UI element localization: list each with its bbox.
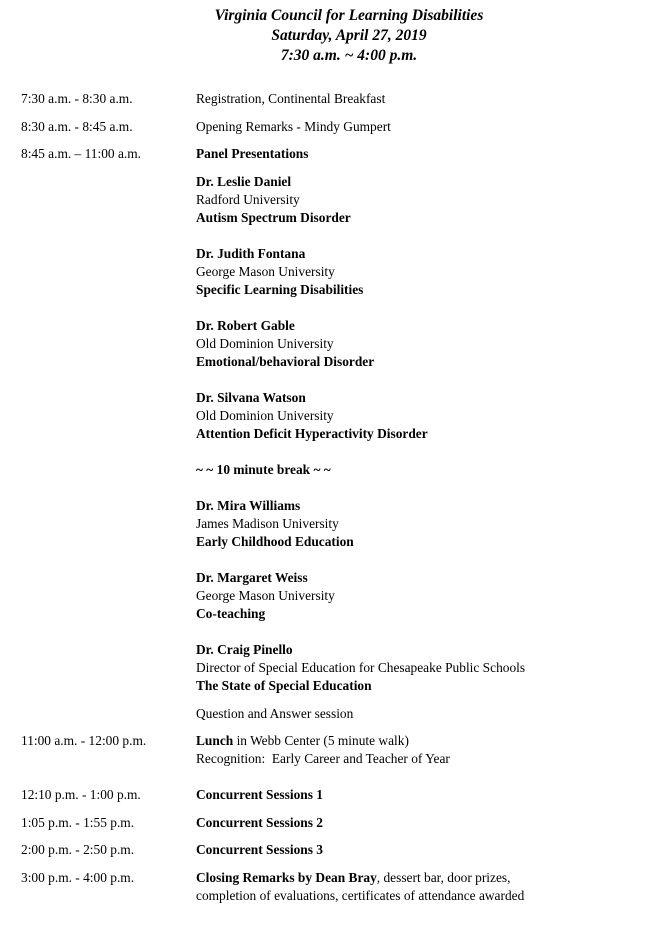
presenter-affiliation: Old Dominion University bbox=[196, 336, 334, 351]
time-label: 1:05 p.m. - 1:55 p.m. bbox=[21, 815, 135, 830]
closing-line-2: completion of evaluations, certificates of attendance awarded bbox=[196, 888, 525, 903]
session-description bbox=[196, 786, 636, 804]
session-title: Concurrent Sessions 3 bbox=[196, 842, 323, 857]
recognition-line: Recognition: Early Career and Teacher of Year bbox=[196, 751, 450, 766]
time-label: 3:00 p.m. - 4:00 p.m. bbox=[21, 870, 135, 885]
presenter-details bbox=[196, 317, 636, 371]
break-details bbox=[196, 461, 636, 479]
presenter-name: Dr. Craig Pinello bbox=[196, 642, 293, 657]
presenter-name: Dr. Mira Williams bbox=[196, 498, 301, 513]
session-description bbox=[196, 869, 636, 905]
lunch-line bbox=[196, 732, 636, 750]
presenter-affiliation: George Mason University bbox=[196, 588, 335, 603]
presenter-topic: Early Childhood Education bbox=[196, 534, 354, 549]
org-title: Virginia Council for Learning Disabilities bbox=[214, 7, 484, 24]
presenter-details bbox=[196, 641, 636, 695]
presenter-name: Dr. Silvana Watson bbox=[196, 390, 306, 405]
break-label: ~ ~ 10 minute break ~ ~ bbox=[196, 462, 331, 477]
session-description bbox=[196, 814, 636, 832]
lunch-location: in Webb Center (5 minute walk) bbox=[233, 733, 409, 748]
qa-details bbox=[196, 705, 636, 723]
time-label: 8:45 a.m. – 11:00 a.m. bbox=[21, 146, 142, 161]
session-description bbox=[196, 118, 636, 136]
closing-line bbox=[196, 869, 636, 887]
time-label: 2:00 p.m. - 2:50 p.m. bbox=[21, 842, 135, 857]
presenter-topic: The State of Special Education bbox=[196, 678, 372, 693]
session-title: Registration, Continental Breakfast bbox=[196, 91, 386, 106]
presenter-details bbox=[196, 389, 636, 443]
presenter-details bbox=[196, 497, 636, 551]
session-description bbox=[196, 145, 636, 163]
presenter-name: Dr. Leslie Daniel bbox=[196, 174, 292, 189]
session-title: Concurrent Sessions 1 bbox=[196, 787, 323, 802]
session-description bbox=[196, 90, 636, 108]
presenter-affiliation: George Mason University bbox=[196, 264, 335, 279]
presenter-affiliation: Old Dominion University bbox=[196, 408, 334, 423]
lunch-label: Lunch bbox=[196, 733, 234, 748]
presenter-name: Dr. Margaret Weiss bbox=[196, 570, 308, 585]
document-header bbox=[0, 6, 658, 66]
event-hours: 7:30 a.m. ~ 4:00 p.m. bbox=[280, 47, 418, 64]
qa-label: Question and Answer session bbox=[196, 706, 354, 721]
time-label: 11:00 a.m. - 12:00 p.m. bbox=[21, 733, 147, 748]
presenter-affiliation: James Madison University bbox=[196, 516, 339, 531]
presenter-topic: Attention Deficit Hyperactivity Disorder bbox=[196, 426, 428, 441]
session-title: Concurrent Sessions 2 bbox=[196, 815, 323, 830]
session-description bbox=[196, 732, 636, 768]
presenter-topic: Specific Learning Disabilities bbox=[196, 282, 364, 297]
closing-label: Closing Remarks by Dean Bray bbox=[196, 870, 377, 885]
time-label: 8:30 a.m. - 8:45 a.m. bbox=[21, 119, 133, 134]
presenter-topic: Emotional/behavioral Disorder bbox=[196, 354, 375, 369]
session-description bbox=[196, 841, 636, 859]
presenter-details bbox=[196, 173, 636, 227]
presenter-affiliation: Director of Special Education for Chesapeake Public Schools bbox=[196, 660, 526, 675]
time-label: 12:10 p.m. - 1:00 p.m. bbox=[21, 787, 141, 802]
time-label: 7:30 a.m. - 8:30 a.m. bbox=[21, 91, 133, 106]
presenter-name: Dr. Judith Fontana bbox=[196, 246, 306, 261]
presenter-topic: Autism Spectrum Disorder bbox=[196, 210, 351, 225]
presenter-topic: Co-teaching bbox=[196, 606, 266, 621]
session-title: Opening Remarks - Mindy Gumpert bbox=[196, 119, 391, 134]
event-date: Saturday, April 27, 2019 bbox=[271, 27, 427, 44]
presenter-details bbox=[196, 245, 636, 299]
session-title: Panel Presentations bbox=[196, 146, 309, 161]
closing-extras: , dessert bar, door prizes, bbox=[376, 870, 511, 885]
presenter-details bbox=[196, 569, 636, 623]
presenter-affiliation: Radford University bbox=[196, 192, 300, 207]
presenter-name: Dr. Robert Gable bbox=[196, 318, 295, 333]
